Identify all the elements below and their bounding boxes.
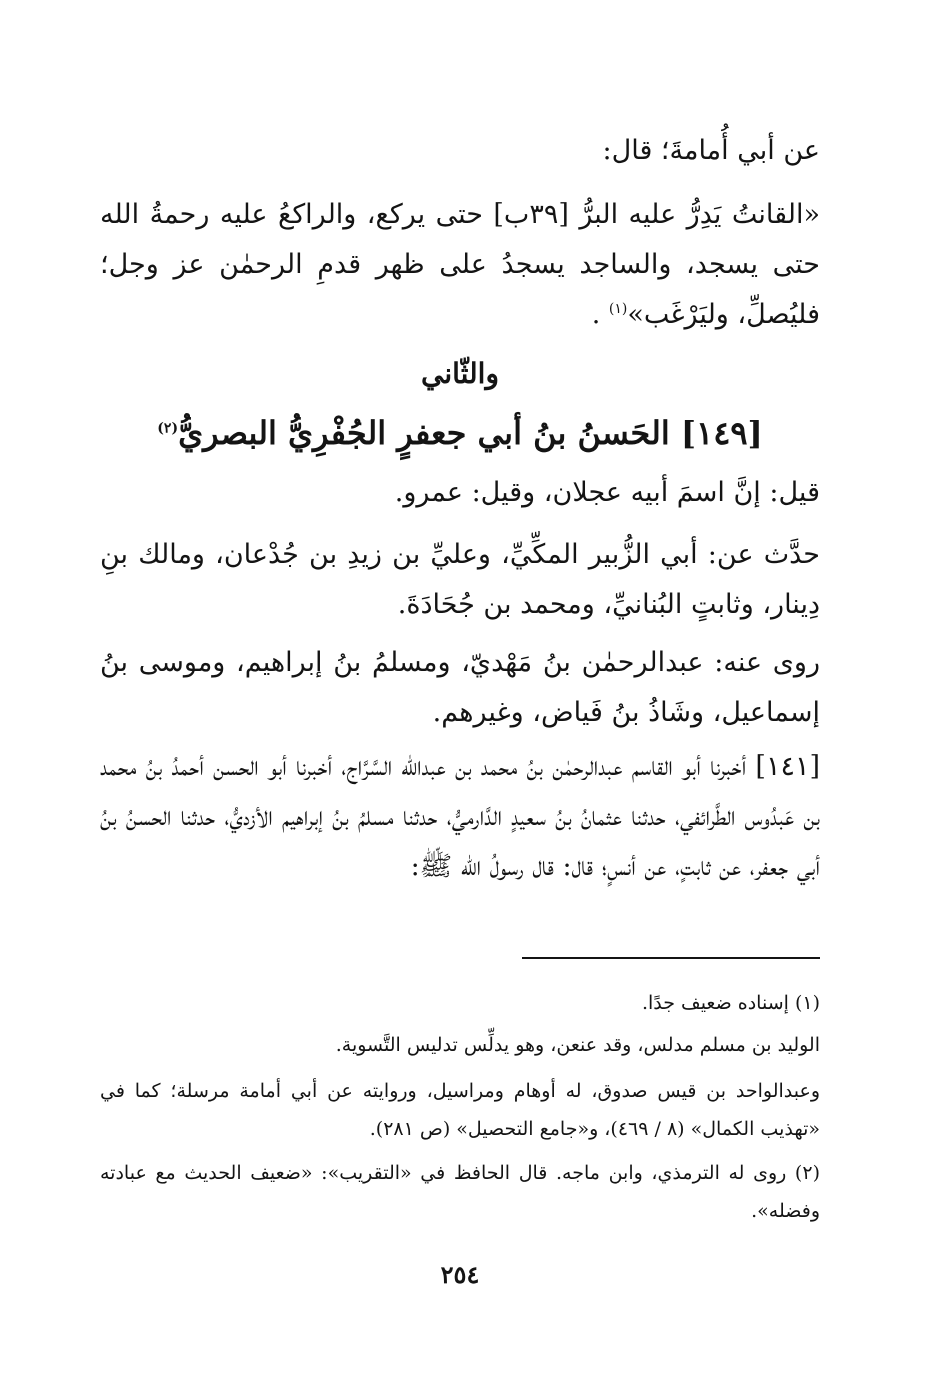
narrators-text: روى عنه: عبدالرحمٰن بنُ مَهْديّ، ومسلمُ بنُ إبراهيم، وموسى بنُ إسماعيل، وشَاذُ بنُ فَياض، وغيرهم. xyxy=(100,647,820,728)
isnad-text: [١٤١] أخبرنا أبو القاسم عبدالرحمٰن بنُ محمد بن عبدالله السَّرَّاج، أخبرنا أبو الحسن أحمدُ بنُ محمد بن عَبدُوس الطَّرائفي، حدثنا عثمانُ بنُ سعيدٍ الدَّارميُّ، حدثنا مسلمُ بنُ إبراهيم الأزديُّ، حدثنا الحسنُ بنُ أبي جعفر، عن ثابتٍ، عن أنسٍ؛ قال: قال رسولُ الله ﷺ: xyxy=(100,751,820,882)
narrated-from-text: حدَّث عن: أبي الزُّبير المكِّيِّ، وعليِّ بن زيدِ بن جُدْعان، ومالك بنِ دِينار، وثابتٍ البُنانيِّ، ومحمد بن جُحَادَةَ. xyxy=(100,539,820,620)
hadith-paragraph: «القانتُ يَدِرُّ عليه البرُّ [٣٩ب] حتى يركع، والراكعُ عليه رحمةُ الله حتى يسجد، والساجد يسجدُ على ظهر قدمِ الرحمٰن عز وجل؛ فليُصلِّ، وليَرْغَب»$^{(١)}$ . xyxy=(100,199,820,330)
document-page xyxy=(100,0,820,1378)
footnote-2: (٢) روى له الترمذي، وابن ماجه. قال الحافظ في «التقريب»: «ضعيف الحديث مع عبادته وفضله». xyxy=(100,1162,820,1222)
name-paragraph xyxy=(100,468,820,518)
footnote-ref-1[interactable]: (١) xyxy=(608,301,628,317)
isnad-paragraph xyxy=(100,742,820,892)
footnote-1-line-3: وعبدالواحد بن قيس صدوق، له أوهام ومراسيل، وروايته عن أبي أمامة مرسلة؛ كما في «تهذيب الكمال» (٨ / ٤٦٩)، و«جامع التحصيل» (ص ٢٨١). xyxy=(100,1080,820,1140)
intro-paragraph xyxy=(100,126,820,176)
footnote-1-line-1: (١) إسناده ضعيف جدًا. xyxy=(641,992,820,1014)
section-label: والثّاني xyxy=(421,357,499,390)
footnote-separator xyxy=(522,957,820,959)
narrated-from-paragraph xyxy=(100,530,820,630)
footnote-1-line-2: الوليد بن مسلم مدلس، وقد عنعن، وهو يدلِّس تدليس التَّسوية. xyxy=(335,1034,820,1056)
entry-heading-text: [١٤٩] الحَسنُ بنُ أبي جعفرٍ الجُفْرِيُّ البصريُّ xyxy=(178,414,763,452)
entry-heading xyxy=(100,408,820,458)
name-text: قيل: إنَّ اسمَ أبيه عجلان، وقيل: عمرو. xyxy=(394,477,820,508)
intro-text: عن أبي أُمامةَ؛ قال: xyxy=(602,135,820,166)
hadith-text: «القانتُ يَدِرُّ عليه البرُّ [٣٩ب] حتى يركع، والراكعُ عليه رحمةُ الله حتى يسجد، والساجد يسجدُ على ظهر قدمِ الرحمٰن عز وجل؛ فليُصلِّ، وليَرْغَب» xyxy=(100,199,820,330)
page-number: ٢٥٤ xyxy=(440,1260,480,1289)
footnote-ref-2[interactable]: (٢) xyxy=(157,420,179,437)
narrators-paragraph xyxy=(100,638,820,738)
